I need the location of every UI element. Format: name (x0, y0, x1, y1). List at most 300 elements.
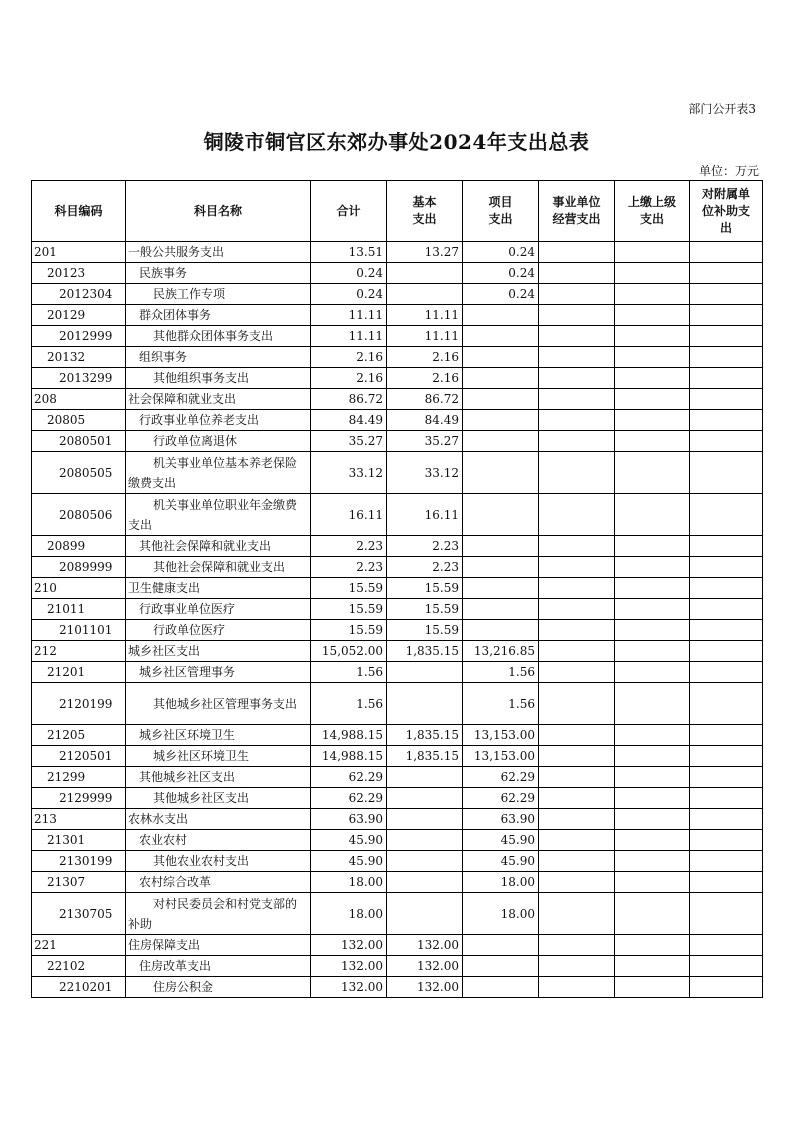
code-cell: 21205 (32, 725, 126, 746)
project-cell: 63.90 (463, 809, 539, 830)
code-cell: 2129999 (32, 788, 126, 809)
business-cell (539, 557, 615, 578)
name-cell: 住房改革支出 (126, 956, 311, 977)
upper-cell (615, 620, 690, 641)
subsidy-cell (690, 851, 763, 872)
header-name: 科目名称 (126, 181, 311, 242)
table-row (32, 788, 763, 809)
total-cell: 0.24 (311, 263, 387, 284)
project-cell: 13,216.85 (463, 641, 539, 662)
subsidy-cell (690, 494, 763, 536)
business-cell (539, 326, 615, 347)
table-row (32, 557, 763, 578)
basic-cell: 13.27 (387, 242, 463, 263)
project-cell (463, 494, 539, 536)
table-row (32, 620, 763, 641)
upper-cell (615, 494, 690, 536)
upper-cell (615, 893, 690, 935)
total-cell: 132.00 (311, 956, 387, 977)
basic-cell: 84.49 (387, 410, 463, 431)
business-cell (539, 578, 615, 599)
code-cell: 2012304 (32, 284, 126, 305)
table-row (32, 893, 763, 935)
table-row (32, 872, 763, 893)
upper-cell (615, 557, 690, 578)
table-row (32, 956, 763, 977)
business-cell (539, 599, 615, 620)
code-cell: 21011 (32, 599, 126, 620)
subsidy-cell (690, 263, 763, 284)
upper-cell (615, 305, 690, 326)
business-cell (539, 746, 615, 767)
total-cell: 35.27 (311, 431, 387, 452)
business-cell (539, 494, 615, 536)
business-cell (539, 389, 615, 410)
subsidy-cell (690, 725, 763, 746)
project-cell: 0.24 (463, 263, 539, 284)
name-cell: 民族工作专项 (126, 284, 311, 305)
upper-cell (615, 326, 690, 347)
table-row (32, 242, 763, 263)
subsidy-cell (690, 935, 763, 956)
table-row (32, 977, 763, 998)
table-row (32, 536, 763, 557)
basic-cell: 86.72 (387, 389, 463, 410)
project-cell: 13,153.00 (463, 725, 539, 746)
project-cell (463, 452, 539, 494)
business-cell (539, 368, 615, 389)
name-cell: 行政单位离退休 (126, 431, 311, 452)
total-cell: 84.49 (311, 410, 387, 431)
table-header-row (32, 181, 763, 242)
subsidy-cell (690, 809, 763, 830)
header-code: 科目编码 (32, 181, 126, 242)
basic-cell (387, 851, 463, 872)
total-cell: 2.23 (311, 557, 387, 578)
code-cell: 2130705 (32, 893, 126, 935)
total-cell: 1.56 (311, 662, 387, 683)
total-cell: 132.00 (311, 977, 387, 998)
subsidy-cell (690, 767, 763, 788)
total-cell: 14,988.15 (311, 725, 387, 746)
total-cell: 15.59 (311, 599, 387, 620)
code-cell: 2012999 (32, 326, 126, 347)
total-cell: 63.90 (311, 809, 387, 830)
total-cell: 1.56 (311, 683, 387, 725)
project-cell (463, 305, 539, 326)
table-row (32, 494, 763, 536)
upper-cell (615, 599, 690, 620)
name-cell: 其他群众团体事务支出 (126, 326, 311, 347)
name-cell: 其他社会保障和就业支出 (126, 536, 311, 557)
code-cell: 20805 (32, 410, 126, 431)
total-cell: 13.51 (311, 242, 387, 263)
upper-cell (615, 578, 690, 599)
basic-cell: 11.11 (387, 305, 463, 326)
basic-cell: 2.23 (387, 536, 463, 557)
project-cell: 45.90 (463, 830, 539, 851)
subsidy-cell (690, 662, 763, 683)
code-cell: 21307 (32, 872, 126, 893)
project-cell (463, 347, 539, 368)
project-cell (463, 326, 539, 347)
code-cell: 2080505 (32, 452, 126, 494)
project-cell (463, 620, 539, 641)
basic-cell: 132.00 (387, 977, 463, 998)
name-cell: 其他城乡社区支出 (126, 767, 311, 788)
code-cell: 2130199 (32, 851, 126, 872)
subsidy-cell (690, 410, 763, 431)
header-basic: 基本 支出 (387, 181, 463, 242)
business-cell (539, 305, 615, 326)
total-cell: 86.72 (311, 389, 387, 410)
code-cell: 21201 (32, 662, 126, 683)
upper-cell (615, 851, 690, 872)
table-row (32, 851, 763, 872)
business-cell (539, 431, 615, 452)
table-row (32, 683, 763, 725)
project-cell: 1.56 (463, 662, 539, 683)
business-cell (539, 410, 615, 431)
basic-cell: 15.59 (387, 620, 463, 641)
subsidy-cell (690, 536, 763, 557)
subsidy-cell (690, 284, 763, 305)
upper-cell (615, 725, 690, 746)
total-cell: 45.90 (311, 830, 387, 851)
table-row (32, 368, 763, 389)
total-cell: 16.11 (311, 494, 387, 536)
name-cell: 对村民委员会和村党支部的补助 (126, 893, 311, 935)
table-row (32, 767, 763, 788)
name-cell: 城乡社区环境卫生 (126, 725, 311, 746)
code-cell: 2080506 (32, 494, 126, 536)
project-cell: 0.24 (463, 242, 539, 263)
project-cell (463, 935, 539, 956)
project-cell: 13,153.00 (463, 746, 539, 767)
basic-cell: 132.00 (387, 956, 463, 977)
code-cell: 2210201 (32, 977, 126, 998)
header-total: 合计 (311, 181, 387, 242)
business-cell (539, 788, 615, 809)
project-cell (463, 977, 539, 998)
basic-cell (387, 662, 463, 683)
header-subsidy: 对附属单 位补助支 出 (690, 181, 763, 242)
business-cell (539, 641, 615, 662)
basic-cell: 16.11 (387, 494, 463, 536)
upper-cell (615, 452, 690, 494)
upper-cell (615, 242, 690, 263)
name-cell: 其他农业农村支出 (126, 851, 311, 872)
upper-cell (615, 683, 690, 725)
total-cell: 45.90 (311, 851, 387, 872)
project-cell (463, 431, 539, 452)
upper-cell (615, 284, 690, 305)
code-cell: 20123 (32, 263, 126, 284)
project-cell (463, 956, 539, 977)
upper-cell (615, 788, 690, 809)
basic-cell: 15.59 (387, 578, 463, 599)
project-cell: 18.00 (463, 893, 539, 935)
basic-cell: 1,835.15 (387, 641, 463, 662)
basic-cell: 1,835.15 (387, 725, 463, 746)
name-cell: 组织事务 (126, 347, 311, 368)
subsidy-cell (690, 389, 763, 410)
name-cell: 城乡社区环境卫生 (126, 746, 311, 767)
table-row (32, 578, 763, 599)
name-cell: 农林水支出 (126, 809, 311, 830)
subsidy-cell (690, 347, 763, 368)
total-cell: 18.00 (311, 872, 387, 893)
code-cell: 208 (32, 389, 126, 410)
basic-cell: 132.00 (387, 935, 463, 956)
upper-cell (615, 935, 690, 956)
basic-cell (387, 830, 463, 851)
name-cell: 农村综合改革 (126, 872, 311, 893)
basic-cell: 2.16 (387, 347, 463, 368)
upper-cell (615, 389, 690, 410)
business-cell (539, 284, 615, 305)
code-cell: 2120199 (32, 683, 126, 725)
basic-cell: 2.16 (387, 368, 463, 389)
name-cell: 其他组织事务支出 (126, 368, 311, 389)
basic-cell (387, 872, 463, 893)
upper-cell (615, 368, 690, 389)
table-row (32, 410, 763, 431)
total-cell: 11.11 (311, 326, 387, 347)
upper-cell (615, 641, 690, 662)
upper-cell (615, 830, 690, 851)
subsidy-cell (690, 578, 763, 599)
basic-cell (387, 809, 463, 830)
project-cell: 0.24 (463, 284, 539, 305)
basic-cell: 35.27 (387, 431, 463, 452)
subsidy-cell (690, 326, 763, 347)
subsidy-cell (690, 242, 763, 263)
business-cell (539, 242, 615, 263)
basic-cell: 2.23 (387, 557, 463, 578)
basic-cell: 15.59 (387, 599, 463, 620)
code-cell: 21301 (32, 830, 126, 851)
upper-cell (615, 347, 690, 368)
name-cell: 社会保障和就业支出 (126, 389, 311, 410)
total-cell: 2.23 (311, 536, 387, 557)
code-cell: 21299 (32, 767, 126, 788)
total-cell: 2.16 (311, 368, 387, 389)
name-cell: 行政单位医疗 (126, 620, 311, 641)
total-cell: 62.29 (311, 767, 387, 788)
code-cell: 20899 (32, 536, 126, 557)
business-cell (539, 977, 615, 998)
code-cell: 2080501 (32, 431, 126, 452)
code-cell: 20132 (32, 347, 126, 368)
name-cell: 一般公共服务支出 (126, 242, 311, 263)
subsidy-cell (690, 683, 763, 725)
upper-cell (615, 431, 690, 452)
header-business: 事业单位 经营支出 (539, 181, 615, 242)
total-cell: 33.12 (311, 452, 387, 494)
subsidy-cell (690, 893, 763, 935)
code-cell: 2120501 (32, 746, 126, 767)
table-row (32, 452, 763, 494)
header-upper: 上缴上级 支出 (615, 181, 690, 242)
name-cell: 行政事业单位医疗 (126, 599, 311, 620)
upper-cell (615, 767, 690, 788)
basic-cell (387, 284, 463, 305)
total-cell: 15.59 (311, 578, 387, 599)
basic-cell: 11.11 (387, 326, 463, 347)
subsidy-cell (690, 305, 763, 326)
code-cell: 213 (32, 809, 126, 830)
table-row (32, 599, 763, 620)
table-row (32, 431, 763, 452)
table-row (32, 347, 763, 368)
business-cell (539, 809, 615, 830)
table-row (32, 662, 763, 683)
name-cell: 行政事业单位养老支出 (126, 410, 311, 431)
business-cell (539, 956, 615, 977)
table-row (32, 935, 763, 956)
code-cell: 212 (32, 641, 126, 662)
name-cell: 机关事业单位职业年金缴费支出 (126, 494, 311, 536)
project-cell (463, 578, 539, 599)
table-row (32, 830, 763, 851)
business-cell (539, 830, 615, 851)
name-cell: 卫生健康支出 (126, 578, 311, 599)
total-cell: 2.16 (311, 347, 387, 368)
total-cell: 14,988.15 (311, 746, 387, 767)
code-cell: 2101101 (32, 620, 126, 641)
basic-cell (387, 263, 463, 284)
upper-cell (615, 536, 690, 557)
table-row (32, 263, 763, 284)
table-row (32, 809, 763, 830)
name-cell: 住房公积金 (126, 977, 311, 998)
business-cell (539, 536, 615, 557)
project-cell: 62.29 (463, 767, 539, 788)
upper-cell (615, 263, 690, 284)
header-project: 项目 支出 (463, 181, 539, 242)
project-cell (463, 410, 539, 431)
code-cell: 20129 (32, 305, 126, 326)
total-cell: 15,052.00 (311, 641, 387, 662)
subsidy-cell (690, 830, 763, 851)
total-cell: 15.59 (311, 620, 387, 641)
project-cell: 62.29 (463, 788, 539, 809)
subsidy-cell (690, 620, 763, 641)
name-cell: 其他城乡社区支出 (126, 788, 311, 809)
code-cell: 2089999 (32, 557, 126, 578)
basic-cell (387, 893, 463, 935)
basic-cell (387, 767, 463, 788)
upper-cell (615, 977, 690, 998)
subsidy-cell (690, 452, 763, 494)
total-cell: 62.29 (311, 788, 387, 809)
business-cell (539, 452, 615, 494)
name-cell: 群众团体事务 (126, 305, 311, 326)
code-cell: 22102 (32, 956, 126, 977)
upper-cell (615, 872, 690, 893)
project-cell (463, 536, 539, 557)
basic-cell: 1,835.15 (387, 746, 463, 767)
business-cell (539, 893, 615, 935)
table-row (32, 389, 763, 410)
total-cell: 132.00 (311, 935, 387, 956)
business-cell (539, 935, 615, 956)
subsidy-cell (690, 431, 763, 452)
expenditure-table (31, 180, 763, 998)
project-cell: 45.90 (463, 851, 539, 872)
business-cell (539, 767, 615, 788)
upper-cell (615, 809, 690, 830)
business-cell (539, 347, 615, 368)
total-cell: 18.00 (311, 893, 387, 935)
business-cell (539, 620, 615, 641)
basic-cell (387, 683, 463, 725)
basic-cell (387, 788, 463, 809)
project-cell: 1.56 (463, 683, 539, 725)
business-cell (539, 725, 615, 746)
subsidy-cell (690, 641, 763, 662)
business-cell (539, 683, 615, 725)
project-cell (463, 368, 539, 389)
table-row (32, 326, 763, 347)
name-cell: 农业农村 (126, 830, 311, 851)
page-title: 铜陵市铜官区东郊办事处2024年支出总表 (203, 130, 590, 154)
name-cell: 其他社会保障和就业支出 (126, 557, 311, 578)
code-cell: 2013299 (32, 368, 126, 389)
name-cell: 民族事务 (126, 263, 311, 284)
upper-cell (615, 662, 690, 683)
upper-cell (615, 956, 690, 977)
subsidy-cell (690, 872, 763, 893)
table-body (32, 242, 763, 998)
form-number: 部门公开表3 (688, 102, 756, 116)
name-cell: 其他城乡社区管理事务支出 (126, 683, 311, 725)
name-cell: 城乡社区支出 (126, 641, 311, 662)
subsidy-cell (690, 368, 763, 389)
upper-cell (615, 410, 690, 431)
code-cell: 210 (32, 578, 126, 599)
basic-cell: 33.12 (387, 452, 463, 494)
business-cell (539, 662, 615, 683)
table-row (32, 725, 763, 746)
project-cell (463, 599, 539, 620)
subsidy-cell (690, 599, 763, 620)
total-cell: 0.24 (311, 284, 387, 305)
name-cell: 机关事业单位基本养老保险缴费支出 (126, 452, 311, 494)
subsidy-cell (690, 746, 763, 767)
upper-cell (615, 746, 690, 767)
table-row (32, 746, 763, 767)
code-cell: 201 (32, 242, 126, 263)
business-cell (539, 263, 615, 284)
project-cell (463, 557, 539, 578)
project-cell (463, 389, 539, 410)
name-cell: 住房保障支出 (126, 935, 311, 956)
table-row (32, 305, 763, 326)
subsidy-cell (690, 956, 763, 977)
subsidy-cell (690, 977, 763, 998)
table-row (32, 284, 763, 305)
business-cell (539, 851, 615, 872)
project-cell: 18.00 (463, 872, 539, 893)
business-cell (539, 872, 615, 893)
subsidy-cell (690, 557, 763, 578)
code-cell: 221 (32, 935, 126, 956)
name-cell: 城乡社区管理事务 (126, 662, 311, 683)
unit-label: 单位：万元 (698, 164, 759, 178)
subsidy-cell (690, 788, 763, 809)
